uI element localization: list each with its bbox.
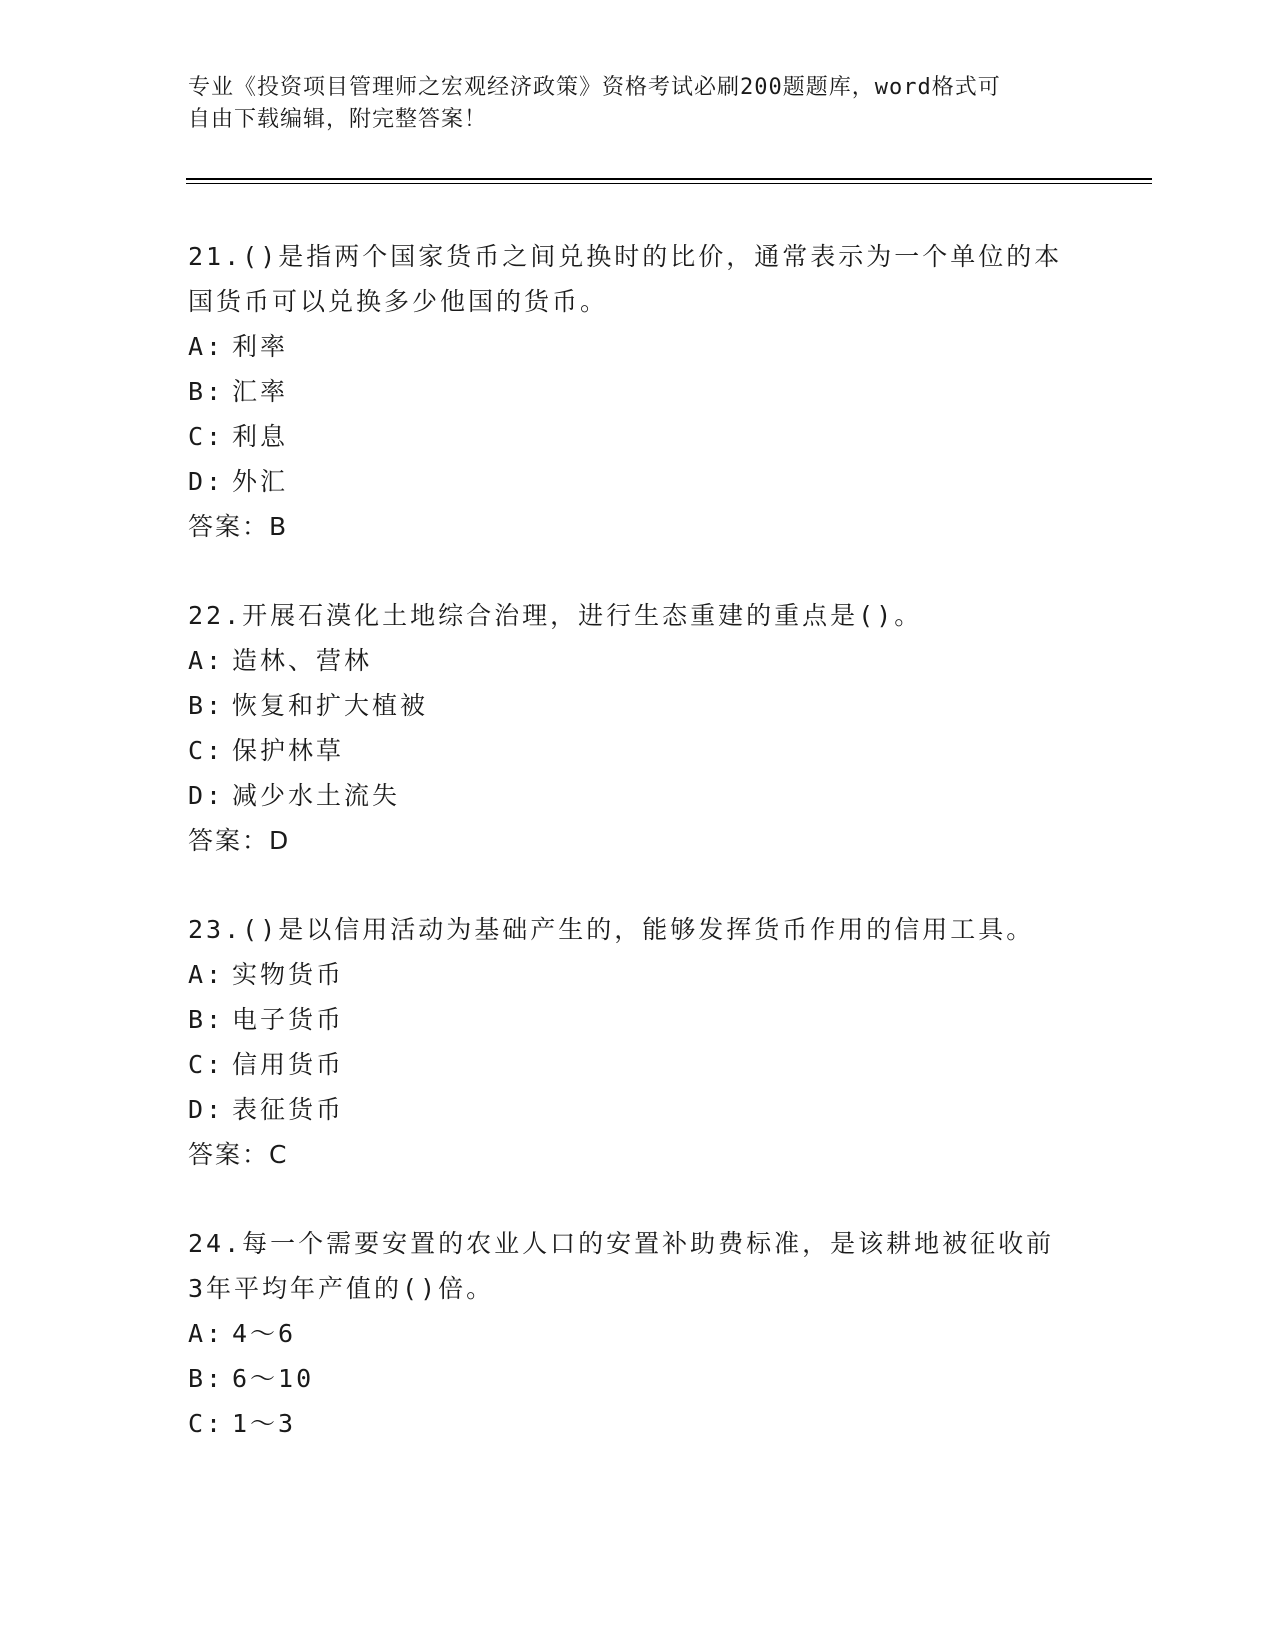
option-text: 表征货币 [232,1095,345,1124]
option-b [188,1356,1088,1401]
question-21 [188,234,1088,549]
option-text: 保护林草 [232,736,345,765]
option-key: C: [188,422,225,451]
option-key: D: [188,467,225,496]
question-text-line-2: 国货币可以兑换多少他国的货币。 [188,287,609,316]
option-text: 1～3 [232,1409,297,1438]
option-c [188,1042,1088,1087]
option-key: D: [188,1095,225,1124]
option-b [188,683,1088,728]
option-key: A: [188,1319,225,1348]
option-a [188,1311,1088,1356]
option-key: A: [188,332,225,361]
option-text: 电子货币 [232,1005,345,1034]
option-b [188,369,1088,414]
option-key: B: [188,377,225,406]
option-c [188,728,1088,773]
option-text: 造林、营林 [232,646,373,675]
option-a [188,324,1088,369]
question-text-line-1: 21.()是指两个国家货币之间兑换时的比价，通常表示为一个单位的本 [188,242,1063,271]
option-text: 4～6 [232,1319,297,1348]
option-text: 实物货币 [232,960,345,989]
option-a [188,952,1088,997]
question-list [188,234,1088,1490]
answer-line: 答案：B [188,512,289,541]
option-d [188,773,1088,818]
option-text: 恢复和扩大植被 [232,691,429,720]
header-divider-thin [186,183,1152,184]
question-text-line-2: 3年平均年产值的()倍。 [188,1274,495,1303]
option-key: B: [188,1005,225,1034]
question-text-line-1: 24.每一个需要安置的农业人口的安置补助费标准，是该耕地被征收前 [188,1229,1055,1258]
option-c [188,1401,1088,1446]
option-key: A: [188,960,225,989]
option-text: 减少水土流失 [232,781,401,810]
option-key: A: [188,646,225,675]
option-key: B: [188,691,225,720]
question-22 [188,593,1088,863]
answer-line: 答案：D [188,826,291,855]
option-text: 信用货币 [232,1050,345,1079]
option-d [188,1087,1088,1132]
option-key: B: [188,1364,225,1393]
option-text: 6～10 [232,1364,315,1393]
question-24 [188,1221,1088,1446]
option-key: C: [188,1050,225,1079]
header-line-2: 自由下载编辑，附完整答案！ [188,107,488,132]
option-key: D: [188,781,225,810]
option-text: 外汇 [232,467,289,496]
option-b [188,997,1088,1042]
option-a [188,638,1088,683]
header-divider-thick [186,178,1152,180]
document-header [188,72,1068,136]
question-text-line-1: 22.开展石漠化土地综合治理，进行生态重建的重点是()。 [188,601,923,630]
option-key: C: [188,736,225,765]
option-c [188,414,1088,459]
header-line-1: 专业《投资项目管理师之宏观经济政策》资格考试必刷200题题库，word格式可 [188,75,1001,100]
option-d [188,459,1088,504]
option-text: 利息 [232,422,289,451]
answer-line: 答案：C [188,1140,289,1169]
option-key: C: [188,1409,225,1438]
question-text-line-1: 23.()是以信用活动为基础产生的，能够发挥货币作用的信用工具。 [188,915,1035,944]
option-text: 汇率 [232,377,289,406]
option-text: 利率 [232,332,289,361]
question-23 [188,907,1088,1177]
